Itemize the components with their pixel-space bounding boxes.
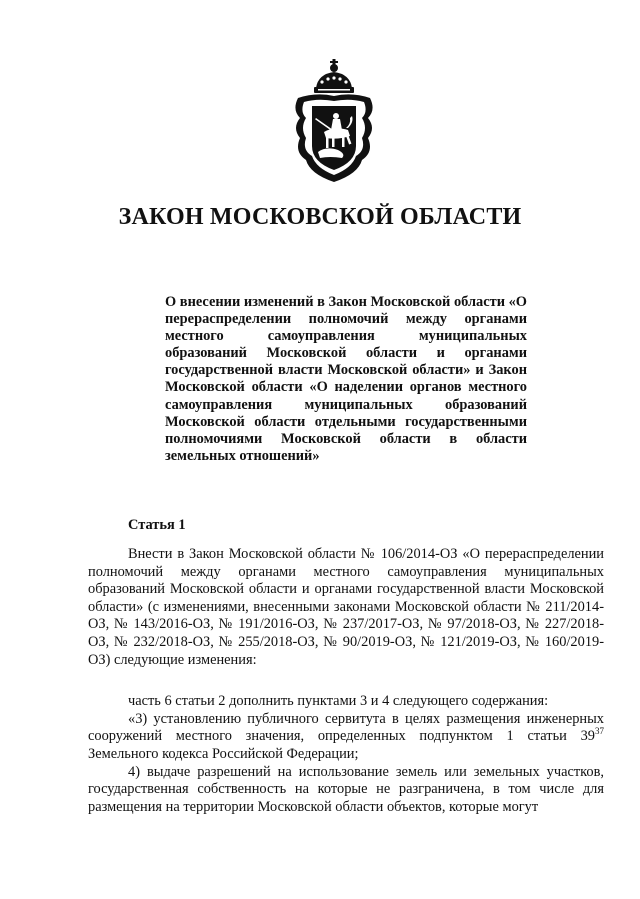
item-3 [88,711,604,764]
article-body [88,546,604,816]
coat-of-arms-icon [288,58,380,186]
item-3-end: Земельного кодекса Российской Федерации; [88,745,359,762]
article-intro: Внести в Закон Московской области № 106/2014-ОЗ «О перераспределении полномочий между органами местного самоуправления муниципальных образований Московской области и органами государственной власти Московской области» (с изменениями, внесенными законами Московской области № 211/2014-ОЗ, № 143/2016-ОЗ, № 191/2016-ОЗ, № 237/2017-ОЗ, № 97/2018-ОЗ, № 227/2018-ОЗ, № 232/2018-ОЗ, № 255/2018-ОЗ, № 90/2019-ОЗ, № 121/2019-ОЗ, № 160/2019-ОЗ) следующие изменения: [88,546,604,668]
law-subject: О внесении изменений в Закон Московской области «О перераспределении полномочий между органами местного самоуправления муниципальных образований Московской области и органами государственной власти Московской области» и Закон Московской области «О наделении органов местного самоуправления муниципальных образований Московской области отдельными государственными полномочиями Московской области в области земельных отношений» [165,294,527,464]
item-4: 4) выдаче разрешений на использование земель или земельных участков, государственная собственность на которые не разграничена, в том числе для размещения на территории Московской области объектов, которые могут [88,763,604,815]
item-3-text: «3) установлению публичного сервитута в целях размещения инженерных сооружений местного значения, определенных подпунктом 1 статьи 39 [88,710,604,745]
part-line: часть 6 статьи 2 дополнить пунктами 3 и 4 следующего содержания: [128,693,549,710]
document-title: ЗАКОН МОСКОВСКОЙ ОБЛАСТИ [118,204,522,230]
article-heading: Статья 1 [128,517,186,533]
item-3-superscript: 37 [595,726,604,737]
